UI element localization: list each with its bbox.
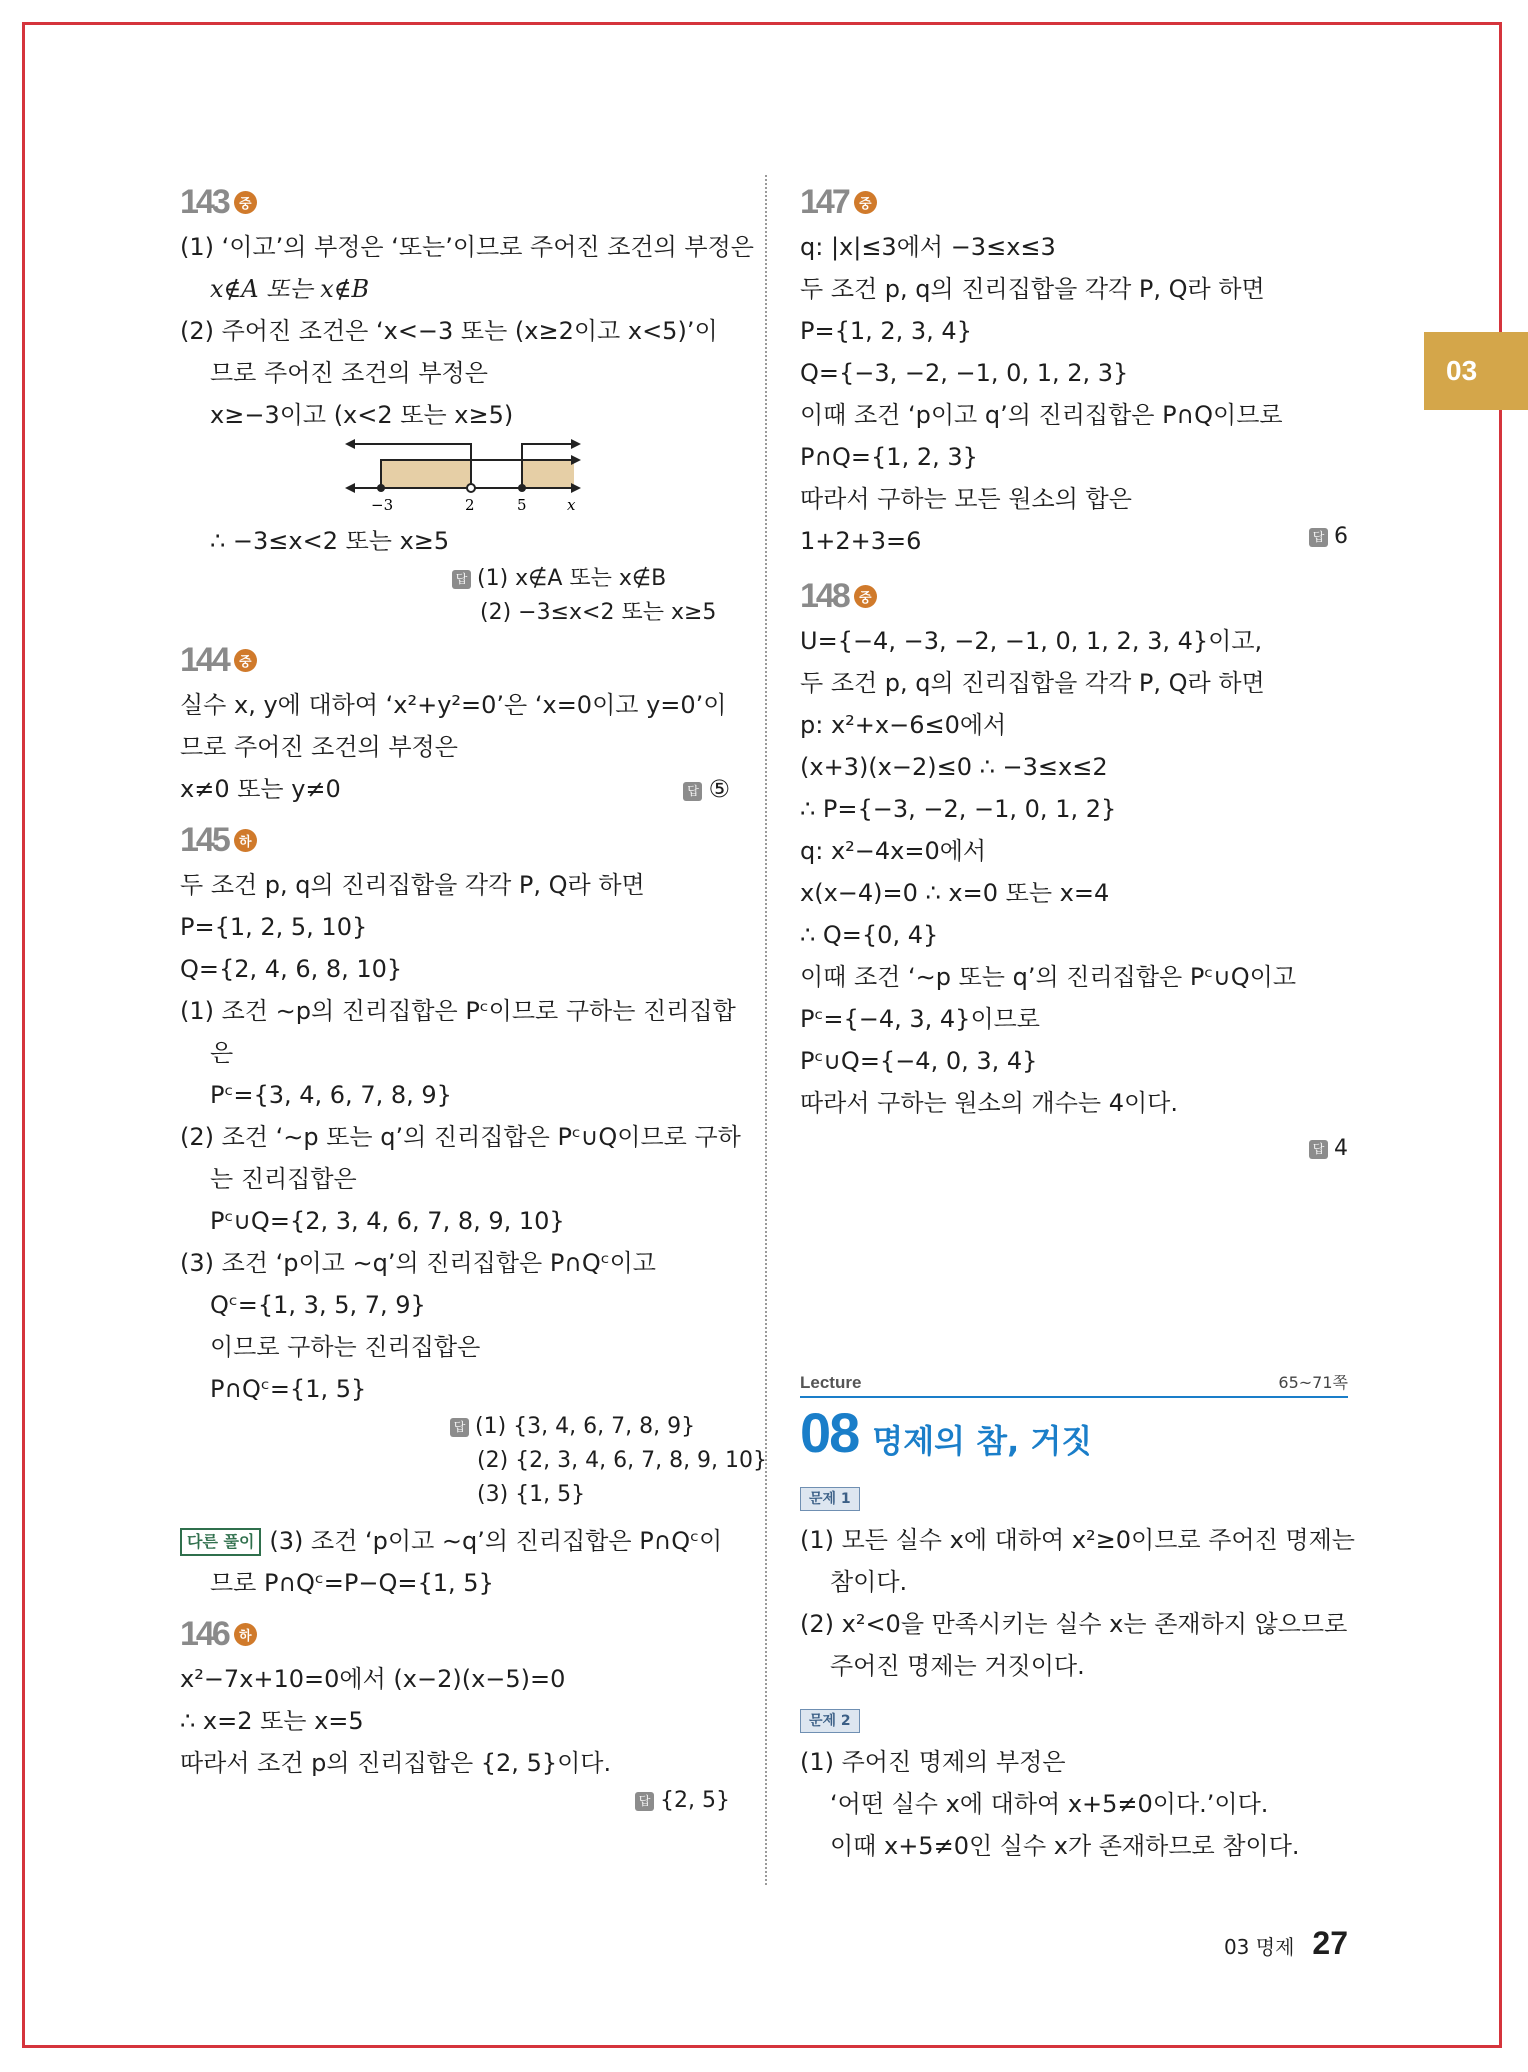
- solution-line: 므로 주어진 조건의 부정은: [180, 733, 458, 761]
- answer: [683, 768, 730, 810]
- answer-line: (3) {1, 5}: [477, 1482, 586, 1507]
- tick-label: x: [567, 496, 576, 514]
- difficulty-badge: 하: [234, 829, 257, 852]
- solution-line: 두 조건 p, q의 진리집합을 각각 P, Q라 하면: [180, 871, 645, 899]
- tick-label: 2: [465, 496, 475, 514]
- solution-text: x≠0 또는 y≠0: [180, 775, 341, 803]
- shaded-region-right: [522, 460, 574, 488]
- solution-line: ∴ Q={0, 4}: [800, 921, 939, 949]
- arrow-right-upper: [571, 439, 581, 449]
- solution-line: (1) 주어진 명제의 부정은: [800, 1748, 1066, 1776]
- answer-text: ⑤: [708, 775, 730, 803]
- problem-number: 147: [800, 182, 848, 221]
- problem-number: 146: [180, 1614, 228, 1653]
- lecture-title: 명제의 참, 거짓: [872, 1422, 1093, 1460]
- answer-line: [180, 1784, 730, 1818]
- solution-line: 두 조건 p, q의 진리집합을 각각 P, Q라 하면: [800, 275, 1265, 303]
- point-minus3: [377, 484, 385, 492]
- solution-line: ‘어떤 실수 x에 대하여 x+5≠0이다.’이다.: [830, 1790, 1269, 1818]
- left-column: [180, 172, 768, 1818]
- point-5: [518, 484, 526, 492]
- lecture-label: Lecture: [800, 1373, 862, 1392]
- answer-line: [800, 1132, 1348, 1166]
- solution-line: ∴ P={−3, −2, −1, 0, 1, 2}: [800, 795, 1117, 823]
- alternative-solution: [180, 1520, 730, 1562]
- solution-line: 두 조건 p, q의 진리집합을 각각 P, Q라 하면: [800, 669, 1265, 697]
- solution-line: 주어진 명제는 거짓이다.: [830, 1652, 1085, 1680]
- problem-145: [180, 816, 768, 1604]
- problem-number: 145: [180, 820, 228, 859]
- solution-line: Pᶜ∪Q={−4, 0, 3, 4}: [800, 1047, 1038, 1075]
- solution-line-with-answer: [180, 768, 730, 810]
- answer-icon: 답: [452, 570, 471, 589]
- lecture-pages: 65~71쪽: [1278, 1373, 1348, 1392]
- problem-number: 148: [800, 576, 848, 615]
- shaded-region-left: [381, 460, 471, 488]
- point-2: [467, 484, 475, 492]
- solution-line: x≥−3이고 (x<2 또는 x≥5): [210, 401, 514, 429]
- problem-number: 143: [180, 182, 228, 221]
- solution-line: x(x−4)=0 ∴ x=0 또는 x=4: [800, 879, 1110, 907]
- column-divider: [765, 175, 767, 1885]
- difficulty-badge: 중: [854, 585, 877, 608]
- solution-line: (2) x²<0을 만족시키는 실수 x는 존재하지 않으므로: [800, 1610, 1348, 1638]
- solution-line: (1) ‘이고’의 부정은 ‘또는’이므로 주어진 조건의 부정은: [180, 233, 754, 261]
- problem-number-148: [800, 572, 1348, 620]
- answer-text: (1) {3, 4, 6, 7, 8, 9}: [475, 1414, 696, 1439]
- arrow-left-upper: [345, 439, 355, 449]
- solution-line: 은: [210, 1039, 234, 1067]
- footer-chapter: 03 명제: [1223, 1935, 1295, 1959]
- answer-text: {2, 5}: [660, 1788, 730, 1813]
- solution-line: 므로 주어진 조건의 부정은: [210, 359, 488, 387]
- solution-line: (2) 주어진 조건은 ‘x<−3 또는 (x≥2이고 x<5)’이: [180, 317, 718, 345]
- answer-line: [180, 1410, 730, 1444]
- difficulty-badge: 중: [854, 191, 877, 214]
- solution-line: x²−7x+10=0에서 (x−2)(x−5)=0: [180, 1665, 566, 1693]
- chapter-side-tab: 03: [1424, 332, 1528, 410]
- difficulty-badge: 하: [234, 1623, 257, 1646]
- alt-solution-line: 므로 P∩Qᶜ=P−Q={1, 5}: [210, 1569, 494, 1597]
- solution-line: P={1, 2, 5, 10}: [180, 913, 368, 941]
- solution-line: p: x²+x−6≤0에서: [800, 711, 1007, 739]
- axis-arrow-right: [571, 483, 581, 493]
- solution-line: Q={−3, −2, −1, 0, 1, 2, 3}: [800, 359, 1129, 387]
- problem-number-147: [800, 178, 1348, 226]
- axis-arrow-left: [345, 483, 355, 493]
- solution-line: 실수 x, y에 대하여 ‘x²+y²=0’은 ‘x=0이고 y=0’이: [180, 691, 727, 719]
- problem-143: [180, 178, 754, 630]
- tick-label: 5: [517, 496, 527, 514]
- solution-line: ∴ x=2 또는 x=5: [180, 1707, 364, 1735]
- solution-line: Q={2, 4, 6, 8, 10}: [180, 955, 403, 983]
- answer-line: (2) {2, 3, 4, 6, 7, 8, 9, 10}: [477, 1448, 768, 1473]
- answer-text: 4: [1334, 1136, 1348, 1161]
- problem-148: [800, 572, 1348, 1166]
- solution-line: Pᶜ={3, 4, 6, 7, 8, 9}: [210, 1081, 452, 1109]
- number-line-diagram: [345, 436, 585, 516]
- problem-number-145: [180, 816, 730, 864]
- lecture-number: 08: [800, 1401, 859, 1464]
- page-number: 27: [1312, 1925, 1348, 1961]
- answer-line: (2) −3≤x<2 또는 x≥5: [480, 600, 717, 625]
- problem-label-2: 문제 2: [800, 1709, 860, 1733]
- alt-solution-text: (3) 조건 ‘p이고 ∼q’의 진리집합은 P∩Qᶜ이: [269, 1527, 723, 1555]
- solution-line: 따라서 구하는 모든 원소의 합은: [800, 485, 1132, 513]
- tick-label: −3: [371, 496, 394, 514]
- solution-line: 이므로 구하는 진리집합은: [210, 1333, 481, 1361]
- solution-line-with-answer: [800, 520, 1348, 562]
- answer-icon: 답: [1309, 1140, 1328, 1159]
- solution-line: 따라서 조건 p의 진리집합은 {2, 5}이다.: [180, 1749, 612, 1777]
- lecture-title-row: [800, 1400, 1348, 1465]
- solution-line: 참이다.: [830, 1568, 908, 1596]
- solution-line: U={−4, −3, −2, −1, 0, 1, 2, 3, 4}이고,: [800, 627, 1263, 655]
- problem-144: [180, 636, 730, 810]
- problem-label-1: 문제 1: [800, 1487, 860, 1511]
- solution-line: q: |x|≤3에서 −3≤x≤3: [800, 233, 1056, 261]
- solution-line: ∴ −3≤x<2 또는 x≥5: [210, 527, 450, 555]
- solution-line: 이때 x+5≠0인 실수 x가 존재하므로 참이다.: [830, 1832, 1300, 1860]
- lecture-section: [800, 1370, 1355, 1867]
- solution-line: (3) 조건 ‘p이고 ∼q’의 진리집합은 P∩Qᶜ이고: [180, 1249, 656, 1277]
- solution-line: P∩Qᶜ={1, 5}: [210, 1375, 367, 1403]
- answer: [1309, 520, 1348, 562]
- solution-line: P={1, 2, 3, 4}: [800, 317, 972, 345]
- answer-icon: 답: [683, 782, 702, 801]
- problem-number: 144: [180, 640, 228, 679]
- problem-147: [800, 178, 1348, 562]
- solution-line: 이때 조건 ‘p이고 q’의 진리집합은 P∩Q이므로: [800, 401, 1283, 429]
- difficulty-badge: 중: [234, 649, 257, 672]
- right-column: [800, 172, 1348, 1166]
- solution-line: (2) 조건 ‘∼p 또는 q’의 진리집합은 Pᶜ∪Q이므로 구하: [180, 1123, 741, 1151]
- answer-text: 6: [1334, 524, 1348, 549]
- solution-line: 는 진리집합은: [210, 1165, 357, 1193]
- page-footer: [1224, 1925, 1348, 1962]
- solution-line: q: x²−4x=0에서: [800, 837, 987, 865]
- alt-solution-label: 다른 풀이: [180, 1528, 261, 1556]
- solution-line: (x+3)(x−2)≤0 ∴ −3≤x≤2: [800, 753, 1108, 781]
- answer-icon: 답: [635, 1792, 654, 1811]
- problem-146: [180, 1610, 730, 1818]
- answer-icon: 답: [1309, 528, 1328, 547]
- solution-line: 이때 조건 ‘∼p 또는 q’의 진리집합은 Pᶜ∪Q이고: [800, 963, 1296, 991]
- solution-line: (1) 모든 실수 x에 대하여 x²≥0이므로 주어진 명제는: [800, 1526, 1355, 1554]
- solution-line: Pᶜ={−4, 3, 4}이므로: [800, 1005, 1040, 1033]
- solution-line: x∉A 또는 x∉B: [210, 275, 370, 303]
- solution-line: Pᶜ∪Q={2, 3, 4, 6, 7, 8, 9, 10}: [210, 1207, 565, 1235]
- solution-line: Qᶜ={1, 3, 5, 7, 9}: [210, 1291, 426, 1319]
- problem-number-144: [180, 636, 730, 684]
- solution-line: P∩Q={1, 2, 3}: [800, 443, 978, 471]
- answer-icon: 답: [450, 1418, 469, 1437]
- solution-text: 1+2+3=6: [800, 527, 922, 555]
- answer-line: [180, 562, 730, 596]
- problem-number-143: [180, 178, 730, 226]
- solution-line: 따라서 구하는 원소의 개수는 4이다.: [800, 1089, 1178, 1117]
- difficulty-badge: 중: [234, 191, 257, 214]
- arrow-right-mid: [571, 455, 581, 465]
- problem-number-146: [180, 1610, 730, 1658]
- solution-line: (1) 조건 ∼p의 진리집합은 Pᶜ이므로 구하는 진리집합: [180, 997, 736, 1025]
- lecture-header: [800, 1370, 1348, 1398]
- answer-text: (1) x∉A 또는 x∉B: [477, 566, 667, 591]
